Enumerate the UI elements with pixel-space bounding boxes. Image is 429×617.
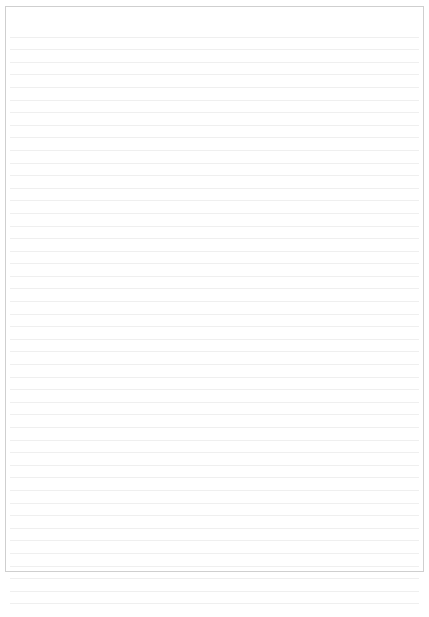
- notice-line: [10, 151, 419, 164]
- notice-line: [10, 227, 419, 240]
- notice-line: [10, 164, 419, 177]
- notice-line: [10, 176, 419, 189]
- notice-line: [10, 529, 419, 542]
- notice-title: [10, 10, 419, 23]
- notice-line: [10, 403, 419, 416]
- notice-line: [10, 415, 419, 428]
- notice-line: [10, 289, 419, 302]
- notice-line: [10, 126, 419, 139]
- notice-line: [10, 101, 419, 114]
- auction-notice: [5, 6, 424, 572]
- notice-line: [10, 352, 419, 365]
- notice-line: [10, 214, 419, 227]
- notice-line: [10, 88, 419, 101]
- notice-line: [10, 466, 419, 479]
- notice-line: [10, 567, 419, 580]
- notice-line: [10, 201, 419, 214]
- notice-line: [10, 327, 419, 340]
- notice-line: [10, 38, 419, 51]
- notice-line: [10, 189, 419, 202]
- notice-line: [10, 264, 419, 277]
- notice-line: [10, 63, 419, 76]
- notice-line: [10, 541, 419, 554]
- notice-body: [10, 25, 419, 604]
- notice-line: [10, 50, 419, 63]
- notice-footer: [10, 607, 419, 617]
- notice-line: [10, 315, 419, 328]
- notice-line: [10, 252, 419, 265]
- notice-line: [10, 138, 419, 151]
- notice-line: [10, 113, 419, 126]
- notice-line: [10, 239, 419, 252]
- notice-line: [10, 554, 419, 567]
- notice-line: [10, 365, 419, 378]
- notice-line: [10, 478, 419, 491]
- notice-line: [10, 592, 419, 605]
- notice-line: [10, 491, 419, 504]
- notice-line: [10, 277, 419, 290]
- notice-line: [10, 453, 419, 466]
- notice-line: [10, 302, 419, 315]
- notice-line: [10, 75, 419, 88]
- notice-line: [10, 340, 419, 353]
- notice-line: [10, 579, 419, 592]
- notice-line: [10, 25, 419, 38]
- notice-line: [10, 504, 419, 517]
- notice-line: [10, 378, 419, 391]
- notice-line: [10, 428, 419, 441]
- notice-line: [10, 390, 419, 403]
- notice-line: [10, 516, 419, 529]
- notice-line: [10, 441, 419, 454]
